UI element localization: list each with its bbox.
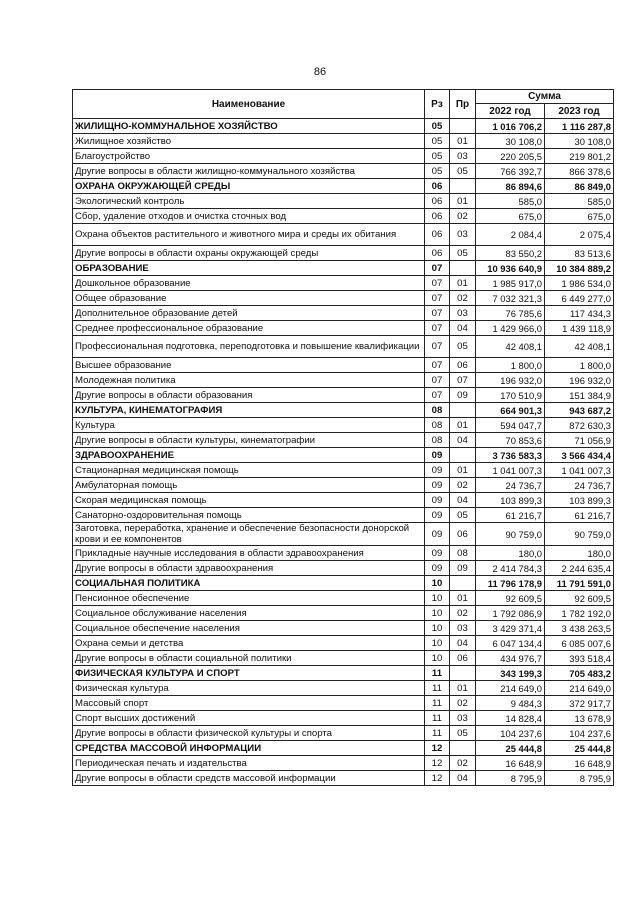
row-amount-2022: 10 936 640,9 (476, 261, 545, 276)
row-amount-2023: 8 795,9 (545, 771, 614, 786)
row-rz-code: 06 (425, 224, 450, 246)
table-row (73, 606, 614, 621)
section-row (73, 261, 614, 276)
row-amount-2022: 1 792 086,9 (476, 606, 545, 621)
row-amount-2022: 3 429 371,4 (476, 621, 545, 636)
row-amount-2023: 3 438 263,5 (545, 621, 614, 636)
table-row (73, 306, 614, 321)
row-rz-code: 09 (425, 463, 450, 478)
row-amount-2022: 1 429 966,0 (476, 321, 545, 336)
row-rz-code: 10 (425, 651, 450, 666)
row-pr-code (450, 261, 476, 276)
row-rz-code: 11 (425, 696, 450, 711)
row-amount-2023: 83 513,6 (545, 246, 614, 261)
row-amount-2023: 151 384,9 (545, 388, 614, 403)
row-amount-2023: 2 075,4 (545, 224, 614, 246)
row-rz-code: 05 (425, 119, 450, 134)
row-name: Молодежная политика (73, 373, 425, 388)
row-rz-code: 07 (425, 336, 450, 358)
row-name: Профессиональная подготовка, переподготовка и повышение квалификации (73, 336, 425, 358)
table-row (73, 651, 614, 666)
row-rz-code: 11 (425, 666, 450, 681)
row-name: Другие вопросы в области социальной политики (73, 651, 425, 666)
row-name: Санаторно-оздоровительная помощь (73, 508, 425, 523)
row-pr-code (450, 448, 476, 463)
row-amount-2022: 594 047,7 (476, 418, 545, 433)
row-pr-code: 02 (450, 606, 476, 621)
row-amount-2023: 104 237,6 (545, 726, 614, 741)
row-pr-code: 05 (450, 336, 476, 358)
table-row (73, 546, 614, 561)
row-amount-2023: 2 244 635,4 (545, 561, 614, 576)
row-amount-2023: 393 518,4 (545, 651, 614, 666)
row-pr-code: 03 (450, 224, 476, 246)
row-amount-2023: 872 630,3 (545, 418, 614, 433)
row-rz-code: 06 (425, 209, 450, 224)
row-pr-code: 03 (450, 306, 476, 321)
row-amount-2023: 117 434,3 (545, 306, 614, 321)
section-row (73, 448, 614, 463)
row-rz-code: 07 (425, 388, 450, 403)
row-rz-code: 12 (425, 756, 450, 771)
row-rz-code: 06 (425, 194, 450, 209)
row-rz-code: 05 (425, 134, 450, 149)
row-name: КУЛЬТУРА, КИНЕМАТОГРАФИЯ (73, 403, 425, 418)
row-pr-code (450, 403, 476, 418)
table-row (73, 224, 614, 246)
row-rz-code: 07 (425, 261, 450, 276)
row-amount-2022: 2 084,4 (476, 224, 545, 246)
row-amount-2023: 675,0 (545, 209, 614, 224)
table-row (73, 726, 614, 741)
row-name: Дополнительное образование детей (73, 306, 425, 321)
section-row (73, 666, 614, 681)
row-pr-code: 04 (450, 636, 476, 651)
row-amount-2022: 6 047 134,4 (476, 636, 545, 651)
row-name: Массовый спорт (73, 696, 425, 711)
row-rz-code: 11 (425, 726, 450, 741)
table-row (73, 358, 614, 373)
section-row (73, 576, 614, 591)
row-name: Пенсионное обеспечение (73, 591, 425, 606)
row-pr-code: 02 (450, 756, 476, 771)
table-row (73, 696, 614, 711)
row-amount-2023: 25 444,8 (545, 741, 614, 756)
row-amount-2022: 2 414 784,3 (476, 561, 545, 576)
row-pr-code: 05 (450, 508, 476, 523)
header-year-2022: 2022 год (476, 104, 545, 119)
row-amount-2023: 705 483,2 (545, 666, 614, 681)
row-amount-2023: 3 566 434,4 (545, 448, 614, 463)
table-row (73, 194, 614, 209)
table-row (73, 388, 614, 403)
row-name: Другие вопросы в области здравоохранения (73, 561, 425, 576)
table-row (73, 291, 614, 306)
row-amount-2022: 196 932,0 (476, 373, 545, 388)
row-name: Другие вопросы в области культуры, кинематографии (73, 433, 425, 448)
row-amount-2022: 7 032 321,3 (476, 291, 545, 306)
row-amount-2022: 1 041 007,3 (476, 463, 545, 478)
row-amount-2023: 866 378,6 (545, 164, 614, 179)
row-rz-code: 07 (425, 321, 450, 336)
row-amount-2022: 434 976,7 (476, 651, 545, 666)
table-row (73, 771, 614, 786)
row-amount-2023: 13 678,9 (545, 711, 614, 726)
row-amount-2022: 76 785,6 (476, 306, 545, 321)
row-amount-2023: 585,0 (545, 194, 614, 209)
row-amount-2022: 83 550,2 (476, 246, 545, 261)
table-row (73, 276, 614, 291)
section-row (73, 741, 614, 756)
table-row (73, 493, 614, 508)
row-pr-code (450, 179, 476, 194)
row-rz-code: 08 (425, 433, 450, 448)
row-name: Периодическая печать и издательства (73, 756, 425, 771)
row-rz-code: 08 (425, 418, 450, 433)
row-pr-code (450, 666, 476, 681)
row-pr-code: 01 (450, 681, 476, 696)
row-name: Прикладные научные исследования в области здравоохранения (73, 546, 425, 561)
row-pr-code: 04 (450, 433, 476, 448)
row-amount-2023: 30 108,0 (545, 134, 614, 149)
row-rz-code: 11 (425, 711, 450, 726)
row-pr-code: 04 (450, 771, 476, 786)
table-row (73, 433, 614, 448)
row-pr-code: 01 (450, 194, 476, 209)
row-name: Социальное обеспечение населения (73, 621, 425, 636)
header-name: Наименование (73, 90, 425, 119)
row-amount-2023: 71 056,9 (545, 433, 614, 448)
row-name: Другие вопросы в области физической культуры и спорта (73, 726, 425, 741)
row-pr-code: 06 (450, 651, 476, 666)
row-name: Социальное обслуживание населения (73, 606, 425, 621)
row-name: Экологический контроль (73, 194, 425, 209)
row-amount-2022: 86 894,6 (476, 179, 545, 194)
row-amount-2022: 9 484,3 (476, 696, 545, 711)
row-amount-2022: 1 016 706,2 (476, 119, 545, 134)
row-rz-code: 09 (425, 493, 450, 508)
table-row (73, 209, 614, 224)
row-pr-code: 04 (450, 493, 476, 508)
row-pr-code: 06 (450, 358, 476, 373)
table-row (73, 636, 614, 651)
table-body (73, 119, 614, 786)
row-name: Физическая культура (73, 681, 425, 696)
row-name: ФИЗИЧЕСКАЯ КУЛЬТУРА И СПОРТ (73, 666, 425, 681)
row-pr-code (450, 741, 476, 756)
row-pr-code: 09 (450, 561, 476, 576)
table-row (73, 756, 614, 771)
row-amount-2022: 24 736,7 (476, 478, 545, 493)
header-sum: Сумма (476, 90, 614, 104)
table-header (73, 90, 614, 119)
row-amount-2022: 675,0 (476, 209, 545, 224)
row-pr-code: 01 (450, 134, 476, 149)
row-amount-2023: 90 759,0 (545, 523, 614, 546)
row-pr-code: 05 (450, 246, 476, 261)
row-amount-2023: 11 791 591,0 (545, 576, 614, 591)
table-row (73, 134, 614, 149)
page-number: 86 (313, 66, 327, 78)
table-row (73, 321, 614, 336)
row-amount-2023: 61 216,7 (545, 508, 614, 523)
row-rz-code: 10 (425, 606, 450, 621)
row-amount-2023: 943 687,2 (545, 403, 614, 418)
row-name: ОХРАНА ОКРУЖАЮЩЕЙ СРЕДЫ (73, 179, 425, 194)
row-amount-2022: 170 510,9 (476, 388, 545, 403)
row-amount-2023: 1 041 007,3 (545, 463, 614, 478)
row-rz-code: 06 (425, 179, 450, 194)
row-amount-2022: 585,0 (476, 194, 545, 209)
row-amount-2023: 24 736,7 (545, 478, 614, 493)
row-pr-code: 01 (450, 276, 476, 291)
row-name: Высшее образование (73, 358, 425, 373)
table-row (73, 149, 614, 164)
row-amount-2023: 103 899,3 (545, 493, 614, 508)
row-rz-code: 07 (425, 358, 450, 373)
row-name: Заготовка, переработка, хранение и обеспечение безопасности донорской крови и ее компонентов (73, 523, 425, 546)
row-amount-2022: 1 800,0 (476, 358, 545, 373)
table-row (73, 561, 614, 576)
row-amount-2022: 664 901,3 (476, 403, 545, 418)
row-amount-2022: 180,0 (476, 546, 545, 561)
row-name: Спорт высших достижений (73, 711, 425, 726)
row-amount-2023: 196 932,0 (545, 373, 614, 388)
row-rz-code: 10 (425, 576, 450, 591)
row-name: ОБРАЗОВАНИЕ (73, 261, 425, 276)
section-row (73, 179, 614, 194)
row-rz-code: 10 (425, 636, 450, 651)
row-name: Амбулаторная помощь (73, 478, 425, 493)
row-amount-2022: 8 795,9 (476, 771, 545, 786)
row-rz-code: 09 (425, 561, 450, 576)
row-amount-2023: 1 116 287,8 (545, 119, 614, 134)
row-name: Другие вопросы в области средств массовой информации (73, 771, 425, 786)
row-amount-2023: 214 649,0 (545, 681, 614, 696)
row-amount-2022: 42 408,1 (476, 336, 545, 358)
row-amount-2023: 1 986 534,0 (545, 276, 614, 291)
row-rz-code: 09 (425, 478, 450, 493)
row-amount-2023: 6 449 277,0 (545, 291, 614, 306)
row-pr-code: 03 (450, 149, 476, 164)
row-rz-code: 07 (425, 291, 450, 306)
row-amount-2022: 766 392,7 (476, 164, 545, 179)
row-amount-2023: 372 917,7 (545, 696, 614, 711)
row-amount-2023: 16 648,9 (545, 756, 614, 771)
table-row (73, 463, 614, 478)
row-amount-2023: 42 408,1 (545, 336, 614, 358)
row-rz-code: 12 (425, 771, 450, 786)
table-row (73, 591, 614, 606)
section-row (73, 403, 614, 418)
row-rz-code: 09 (425, 508, 450, 523)
row-rz-code: 09 (425, 546, 450, 561)
row-rz-code: 09 (425, 448, 450, 463)
row-name: Другие вопросы в области жилищно-коммунального хозяйства (73, 164, 425, 179)
row-rz-code: 12 (425, 741, 450, 756)
row-amount-2023: 6 085 007,6 (545, 636, 614, 651)
table-row (73, 681, 614, 696)
row-name: Скорая медицинская помощь (73, 493, 425, 508)
row-name: Жилищное хозяйство (73, 134, 425, 149)
row-pr-code: 04 (450, 321, 476, 336)
section-row (73, 119, 614, 134)
table-row (73, 508, 614, 523)
row-amount-2023: 86 849,0 (545, 179, 614, 194)
row-amount-2022: 343 199,3 (476, 666, 545, 681)
row-pr-code: 08 (450, 546, 476, 561)
row-amount-2023: 1 439 118,9 (545, 321, 614, 336)
row-rz-code: 10 (425, 621, 450, 636)
table-row (73, 621, 614, 636)
table-row (73, 164, 614, 179)
row-pr-code (450, 119, 476, 134)
row-rz-code: 05 (425, 149, 450, 164)
row-amount-2022: 11 796 178,9 (476, 576, 545, 591)
row-rz-code: 07 (425, 306, 450, 321)
row-pr-code: 02 (450, 696, 476, 711)
table-row (73, 711, 614, 726)
row-amount-2023: 1 800,0 (545, 358, 614, 373)
row-name: Охрана семьи и детства (73, 636, 425, 651)
row-amount-2022: 214 649,0 (476, 681, 545, 696)
row-name: Другие вопросы в области образования (73, 388, 425, 403)
row-name: ЖИЛИЩНО-КОММУНАЛЬНОЕ ХОЗЯЙСТВО (73, 119, 425, 134)
row-pr-code: 09 (450, 388, 476, 403)
row-name: Охрана объектов растительного и животного мира и среды их обитания (73, 224, 425, 246)
table-row (73, 373, 614, 388)
row-amount-2022: 104 237,6 (476, 726, 545, 741)
row-pr-code: 05 (450, 726, 476, 741)
row-rz-code: 07 (425, 373, 450, 388)
row-amount-2023: 92 609,5 (545, 591, 614, 606)
row-name: Дошкольное образование (73, 276, 425, 291)
row-pr-code: 01 (450, 591, 476, 606)
table-row (73, 246, 614, 261)
row-name: Сбор, удаление отходов и очистка сточных вод (73, 209, 425, 224)
row-amount-2022: 103 899,3 (476, 493, 545, 508)
row-amount-2022: 92 609,5 (476, 591, 545, 606)
row-amount-2022: 1 985 917,0 (476, 276, 545, 291)
header-pr: Пр (450, 90, 476, 119)
row-amount-2022: 25 444,8 (476, 741, 545, 756)
row-pr-code: 01 (450, 418, 476, 433)
row-pr-code: 02 (450, 291, 476, 306)
row-amount-2022: 90 759,0 (476, 523, 545, 546)
header-rz: Рз (425, 90, 450, 119)
budget-table (72, 89, 614, 786)
row-pr-code (450, 576, 476, 591)
table-row (73, 418, 614, 433)
row-amount-2022: 61 216,7 (476, 508, 545, 523)
row-amount-2022: 70 853,6 (476, 433, 545, 448)
row-rz-code: 09 (425, 523, 450, 546)
row-amount-2023: 10 384 889,2 (545, 261, 614, 276)
row-amount-2022: 14 828,4 (476, 711, 545, 726)
row-name: Культура (73, 418, 425, 433)
row-rz-code: 10 (425, 591, 450, 606)
row-amount-2023: 219 801,2 (545, 149, 614, 164)
row-pr-code: 07 (450, 373, 476, 388)
row-amount-2023: 180,0 (545, 546, 614, 561)
header-year-2023: 2023 год (545, 104, 614, 119)
table-row (73, 478, 614, 493)
row-name: Среднее профессиональное образование (73, 321, 425, 336)
row-rz-code: 06 (425, 246, 450, 261)
row-pr-code: 03 (450, 621, 476, 636)
row-amount-2023: 1 782 192,0 (545, 606, 614, 621)
table-row (73, 523, 614, 546)
row-pr-code: 02 (450, 209, 476, 224)
row-amount-2022: 16 648,9 (476, 756, 545, 771)
row-rz-code: 05 (425, 164, 450, 179)
row-name: СРЕДСТВА МАССОВОЙ ИНФОРМАЦИИ (73, 741, 425, 756)
table-row (73, 336, 614, 358)
row-name: Общее образование (73, 291, 425, 306)
row-pr-code: 02 (450, 478, 476, 493)
row-amount-2022: 30 108,0 (476, 134, 545, 149)
row-amount-2022: 220 205,5 (476, 149, 545, 164)
row-pr-code: 05 (450, 164, 476, 179)
row-name: СОЦИАЛЬНАЯ ПОЛИТИКА (73, 576, 425, 591)
row-name: Стационарная медицинская помощь (73, 463, 425, 478)
row-pr-code: 01 (450, 463, 476, 478)
row-pr-code: 06 (450, 523, 476, 546)
row-name: Благоустройство (73, 149, 425, 164)
row-pr-code: 03 (450, 711, 476, 726)
row-rz-code: 11 (425, 681, 450, 696)
row-name: ЗДРАВООХРАНЕНИЕ (73, 448, 425, 463)
row-name: Другие вопросы в области охраны окружающей среды (73, 246, 425, 261)
row-rz-code: 08 (425, 403, 450, 418)
row-rz-code: 07 (425, 276, 450, 291)
row-amount-2022: 3 736 583,3 (476, 448, 545, 463)
